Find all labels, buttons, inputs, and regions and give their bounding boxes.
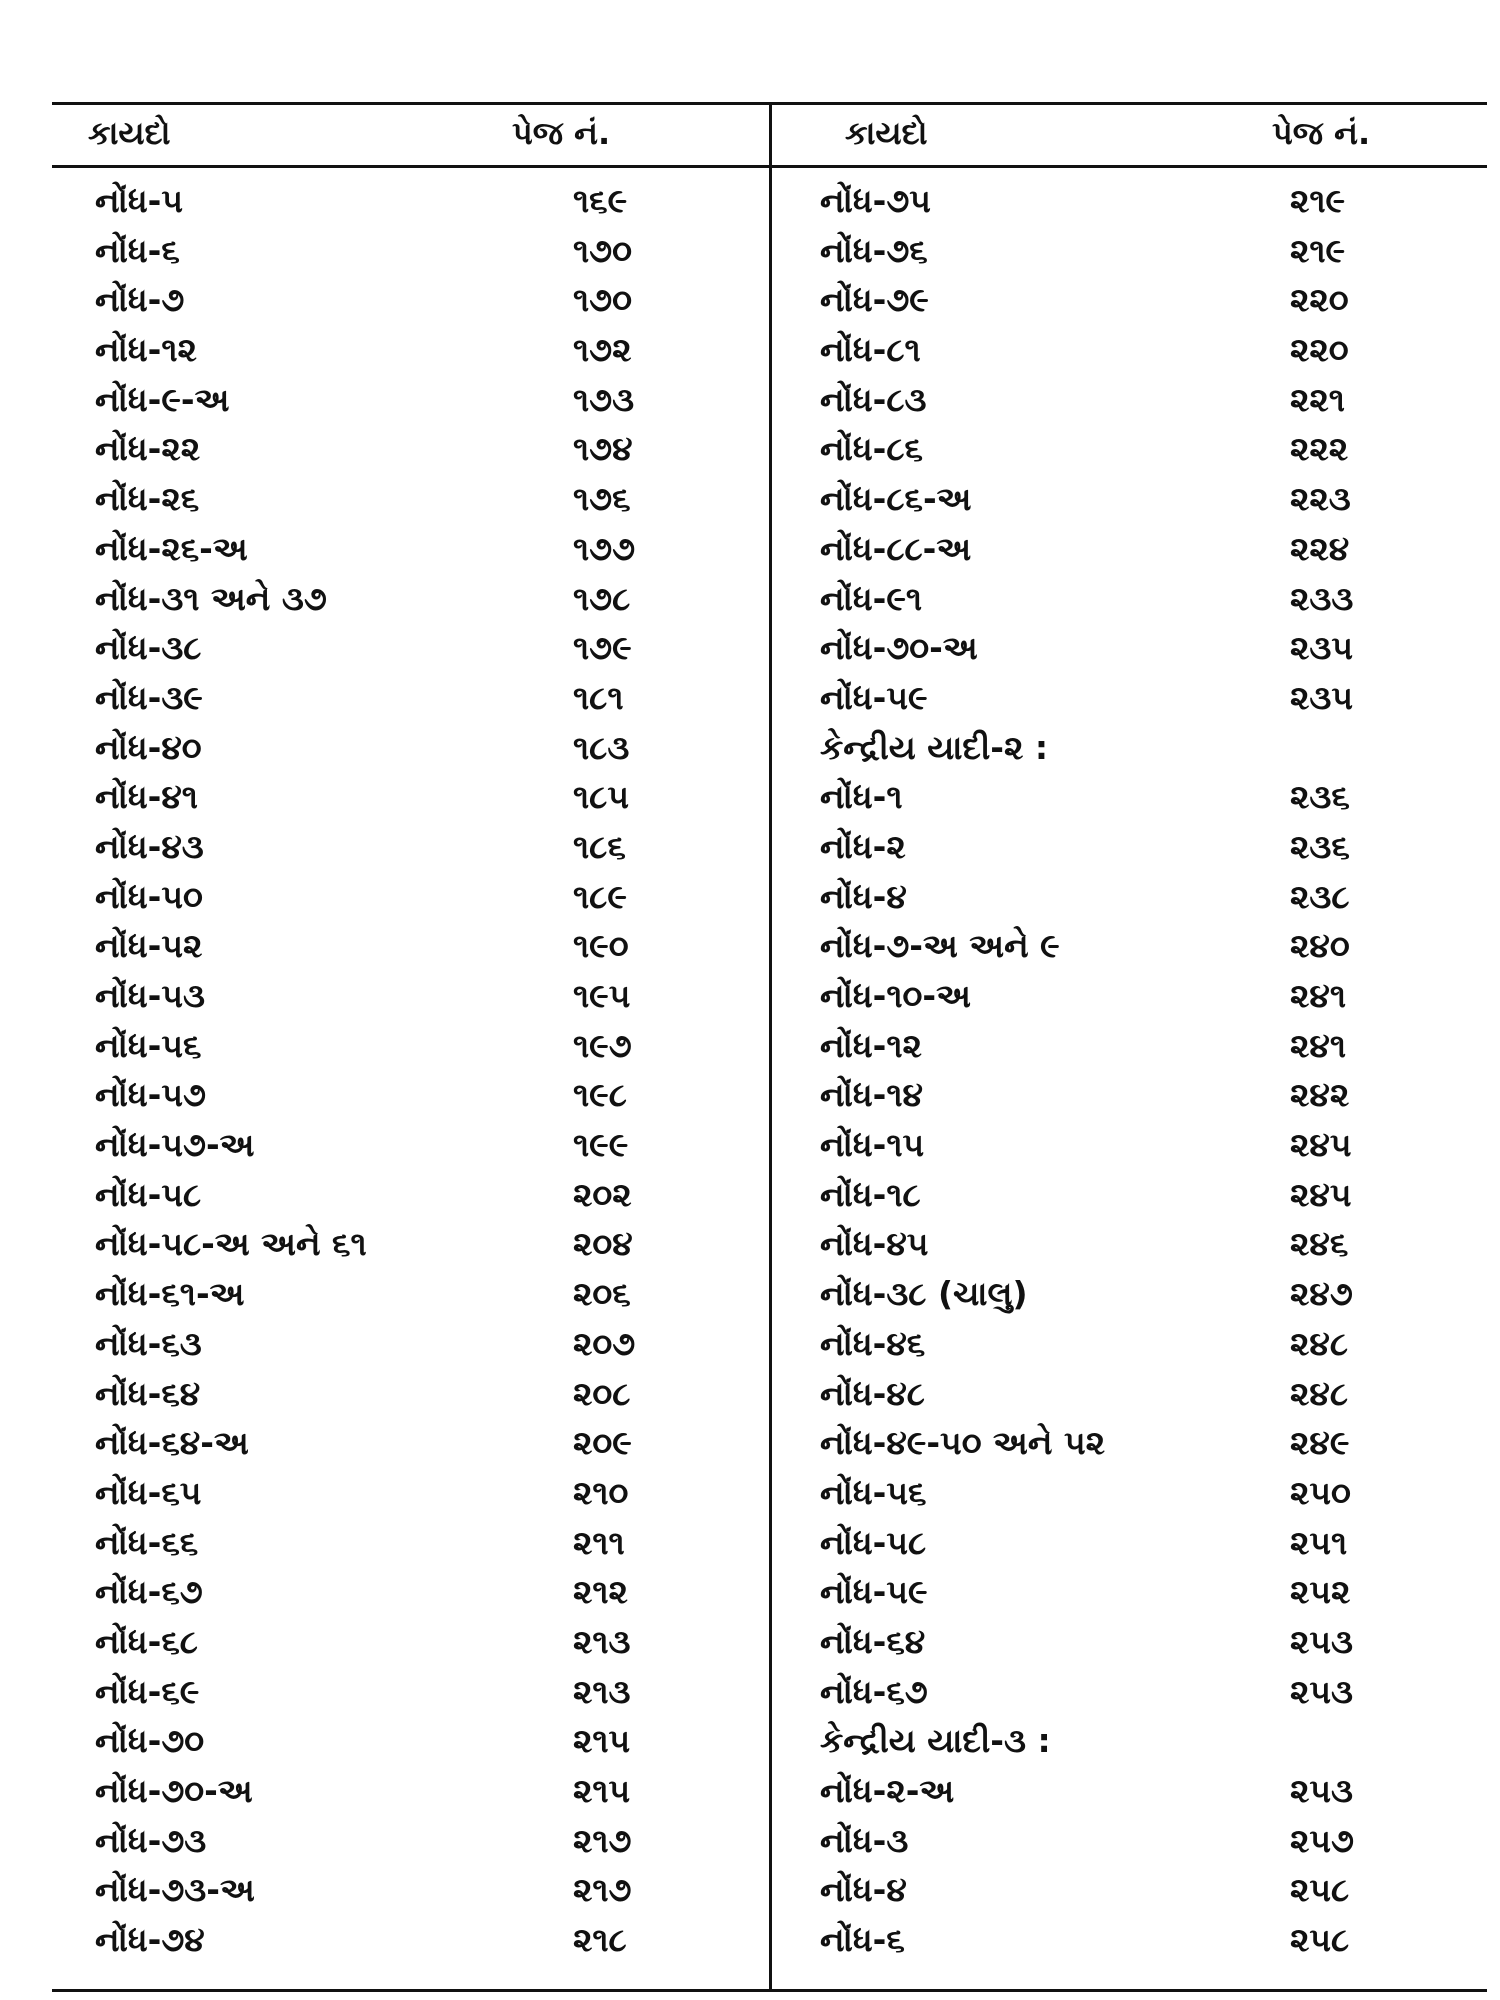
index-entry xyxy=(95,623,695,673)
entry-name: નોંધ-૫૬ xyxy=(95,1025,202,1065)
entry-page-number: ૨૫૩ xyxy=(1290,1671,1354,1711)
index-entry xyxy=(95,1269,695,1319)
entry-page-number: ૨૦૬ xyxy=(573,1274,631,1314)
index-entry xyxy=(820,275,1460,325)
entry-name: નોંધ-૮૧ xyxy=(820,330,921,370)
entry-page-number: ૧૯૫ xyxy=(573,976,631,1015)
entry-name: નોંધ-૬ xyxy=(95,230,180,270)
entry-page-number: ૧૮૩ xyxy=(573,727,630,767)
entry-page-number: ૧૯૦ xyxy=(573,926,629,966)
column-divider xyxy=(769,102,772,1992)
entry-name: નોંધ-૫૩ xyxy=(95,976,205,1015)
index-entry xyxy=(820,176,1460,226)
entry-page-number: ૨૨૩ xyxy=(1290,479,1351,519)
entry-page-number: ૨૪૮ xyxy=(1290,1323,1348,1363)
entry-name: નોંધ-૫૮ xyxy=(95,1174,202,1214)
entry-page-number: ૨૧૦ xyxy=(573,1472,629,1512)
entry-name: નોંધ-૧ xyxy=(820,777,903,817)
entry-page-number: ૨૦૭ xyxy=(573,1323,636,1363)
right-page-header: પેજ નં. xyxy=(1272,114,1371,152)
left-name-header: કાયદો xyxy=(88,114,171,152)
entry-name: નોંધ-૬૪ xyxy=(820,1621,926,1661)
index-entry xyxy=(820,474,1460,524)
entry-name: નોંધ-૬૭ xyxy=(820,1671,928,1711)
index-entry xyxy=(95,872,695,922)
entry-page-number: ૧૭૦ xyxy=(573,280,632,320)
index-entry xyxy=(95,921,695,971)
left-page-header: પેજ નં. xyxy=(512,114,611,152)
entry-page-number: ૨૪૬ xyxy=(1290,1224,1349,1264)
entry-name: નોંધ-૬૩ xyxy=(95,1323,202,1363)
index-entry xyxy=(820,872,1460,922)
index-entry xyxy=(95,673,695,723)
entry-page-number: ૨૧૩ xyxy=(573,1621,631,1661)
entry-name: નોંધ-૨૨ xyxy=(95,429,201,469)
entry-name: નોંધ-૪૩ xyxy=(95,826,204,866)
entry-page-number: ૨૪૮ xyxy=(1290,1373,1348,1413)
entry-name: નોંધ-૪૦ xyxy=(95,727,202,767)
entry-name: નોંધ-૭૦-અ xyxy=(820,628,978,668)
entry-name: નોંધ-૧૫ xyxy=(820,1125,925,1165)
index-entry xyxy=(95,1021,695,1071)
entry-name: નોંધ-૬૪ xyxy=(95,1373,201,1413)
index-entry xyxy=(820,1567,1460,1617)
entry-name: નોંધ-૯૧ xyxy=(820,578,923,618)
entry-name: નોંધ-૨૬ xyxy=(95,479,200,519)
section-heading xyxy=(820,1716,1460,1766)
index-entry xyxy=(95,1816,695,1866)
entry-page-number: ૨૨૪ xyxy=(1290,528,1350,568)
entry-name: નોંધ-૮૩ xyxy=(820,379,927,419)
entry-page-number: ૨૧૭ xyxy=(573,1820,632,1860)
entry-page-number: ૧૬૯ xyxy=(573,181,628,220)
entry-page-number: ૨૧૫ xyxy=(573,1721,631,1761)
index-entry xyxy=(95,275,695,325)
entry-name: નોંધ-૧૮ xyxy=(820,1174,921,1214)
entry-name: નોંધ-૩ xyxy=(820,1820,909,1860)
entry-name: નોંધ-૪ xyxy=(820,1870,907,1910)
entry-page-number: ૨૪૨ xyxy=(1290,1075,1350,1115)
index-entry xyxy=(820,1915,1460,1965)
entry-page-number: ૧૭૭ xyxy=(573,528,636,568)
entry-page-number: ૧૮૫ xyxy=(573,777,630,817)
entry-name: નોંધ-૫૬ xyxy=(820,1472,927,1512)
entry-name: નોંધ-૩૮ xyxy=(95,628,202,668)
index-entry xyxy=(95,524,695,574)
entry-page-number: ૨૦૯ xyxy=(573,1423,632,1463)
index-entry xyxy=(95,1567,695,1617)
entry-name: નોંધ-૭૯ xyxy=(820,280,929,320)
index-entry xyxy=(820,673,1460,723)
index-entry xyxy=(820,1170,1460,1220)
entry-name: નોંધ-૬૮ xyxy=(95,1621,198,1661)
index-entry xyxy=(820,772,1460,822)
index-entry xyxy=(95,226,695,276)
entry-page-number: ૨૪૧ xyxy=(1290,1025,1347,1065)
entry-page-number: ૧૯૭ xyxy=(573,1025,632,1065)
index-entry xyxy=(820,822,1460,872)
entry-name: નોંધ-૫૯ xyxy=(820,677,928,717)
entry-name: નોંધ-૪૫ xyxy=(820,1224,929,1264)
index-entry xyxy=(95,325,695,375)
entry-page-number: ૨૨૦ xyxy=(1290,330,1349,370)
entry-page-number: ૨૪૭ xyxy=(1290,1274,1353,1314)
index-entry xyxy=(95,1170,695,1220)
entry-page-number: ૨૫૧ xyxy=(1290,1522,1348,1562)
index-entry xyxy=(95,176,695,226)
index-entry xyxy=(95,1865,695,1915)
entry-name: નોંધ-૧૦-અ xyxy=(820,976,971,1015)
index-entry xyxy=(820,1269,1460,1319)
index-entry xyxy=(820,1865,1460,1915)
index-entry xyxy=(820,1021,1460,1071)
entry-name: નોંધ-૩૧ અને ૩૭ xyxy=(95,578,327,618)
entry-name: નોંધ-૭૬ xyxy=(820,230,928,270)
entry-name: નોંધ-૬૪-અ xyxy=(95,1423,249,1463)
entry-name: નોંધ-૨-અ xyxy=(820,1771,955,1810)
entry-name: નોંધ-૧૨ xyxy=(820,1025,922,1065)
index-entry xyxy=(820,1468,1460,1518)
left-index-column xyxy=(95,176,695,1965)
entry-name: નોંધ-૫૭ xyxy=(95,1075,206,1115)
entry-name: નોંધ-૭ xyxy=(95,280,185,320)
index-entry xyxy=(95,474,695,524)
index-entry xyxy=(820,1219,1460,1269)
index-entry xyxy=(820,1418,1460,1468)
entry-page-number: ૨૩૫ xyxy=(1290,628,1354,668)
entry-name: નોંધ-૪૯-૫૦ અને ૫૨ xyxy=(820,1423,1106,1463)
entry-page-number: ૨૫૮ xyxy=(1290,1920,1350,1960)
section-heading xyxy=(820,723,1460,773)
entry-page-number: ૨૦૮ xyxy=(573,1373,631,1413)
entry-name: નોંધ-૫૨ xyxy=(95,926,203,966)
entry-page-number: ૨૫૮ xyxy=(1290,1870,1350,1910)
entry-page-number: ૨૧૯ xyxy=(1290,181,1346,220)
index-entry xyxy=(95,1070,695,1120)
entry-name: નોંધ-૬૧-અ xyxy=(95,1274,245,1314)
index-entry xyxy=(820,1070,1460,1120)
entry-name: નોંધ-૪૬ xyxy=(820,1323,926,1363)
entry-page-number: ૨૨૨ xyxy=(1290,429,1349,469)
entry-page-number: ૨૫૩ xyxy=(1290,1771,1354,1810)
entry-page-number: ૨૫૩ xyxy=(1290,1621,1354,1661)
entry-name: નોંધ-૬૫ xyxy=(95,1472,202,1512)
index-entry xyxy=(95,1915,695,1965)
index-entry xyxy=(95,1518,695,1568)
entry-name: નોંધ-૬૯ xyxy=(95,1671,200,1711)
entry-page-number: ૧૮૧ xyxy=(573,677,624,717)
entry-page-number: ૧૮૯ xyxy=(573,876,627,916)
entry-name: નોંધ-૭૩ xyxy=(95,1820,207,1860)
index-entry xyxy=(820,971,1460,1021)
index-entry xyxy=(95,1319,695,1369)
index-entry xyxy=(820,1120,1460,1170)
entry-name: નોંધ-૬૭ xyxy=(95,1572,203,1612)
index-entry xyxy=(820,1319,1460,1369)
entry-name: નોંધ-૫ xyxy=(95,181,184,220)
entry-name: નોંધ-૨ xyxy=(820,826,906,866)
bottom-rule xyxy=(52,1989,1487,1992)
entry-name: નોંધ-૫૭-અ xyxy=(95,1125,255,1165)
entry-name: નોંધ-૭૫ xyxy=(820,181,931,220)
entry-name: નોંધ-૬૬ xyxy=(95,1522,199,1562)
entry-page-number: ૨૩૬ xyxy=(1290,826,1350,866)
entry-page-number: ૨૧૮ xyxy=(573,1920,627,1960)
entry-name: નોંધ-૯-અ xyxy=(95,379,230,419)
index-entry xyxy=(95,723,695,773)
entry-name: નોંધ-૧૨ xyxy=(95,330,197,370)
entry-page-number: ૨૦૨ xyxy=(573,1174,632,1214)
entry-page-number: ૧૯૯ xyxy=(573,1125,629,1165)
index-entry xyxy=(820,524,1460,574)
index-entry xyxy=(95,1418,695,1468)
index-entry xyxy=(95,1766,695,1816)
entry-name: નોંધ-૭૪ xyxy=(95,1920,205,1960)
entry-page-number: ૨૩૬ xyxy=(1290,777,1350,817)
entry-page-number: ૨૩૮ xyxy=(1290,876,1350,916)
entry-name: નોંધ-૭૦ xyxy=(95,1721,205,1761)
entry-page-number: ૨૫૦ xyxy=(1290,1472,1351,1512)
index-entry xyxy=(820,325,1460,375)
entry-page-number: ૨૧૫ xyxy=(573,1771,631,1810)
index-entry xyxy=(95,1120,695,1170)
entry-name: નોંધ-૭૦-અ xyxy=(95,1771,253,1810)
entry-page-number: ૨૧૩ xyxy=(573,1671,631,1711)
entry-page-number: ૧૭૨ xyxy=(573,330,632,370)
entry-name: નોંધ-૫૦ xyxy=(95,876,203,916)
entry-name: નોંધ-૪ xyxy=(820,876,907,916)
entry-page-number: ૧૭૩ xyxy=(573,379,635,419)
index-entry xyxy=(95,1369,695,1419)
entry-name: નોંધ-૭-અ અને ૯ xyxy=(820,926,1060,966)
entry-name: નોંધ-૮૬-અ xyxy=(820,479,972,519)
index-entry xyxy=(820,1518,1460,1568)
entry-page-number: ૨૩૫ xyxy=(1290,677,1354,717)
entry-page-number: ૨૪૧ xyxy=(1290,976,1347,1015)
entry-page-number: ૨૪૦ xyxy=(1290,926,1350,966)
entry-name: નોંધ-૭૩-અ xyxy=(95,1870,255,1910)
index-entry xyxy=(820,1667,1460,1717)
index-entry xyxy=(95,971,695,1021)
entry-name: કેન્દ્રીય યાદી-૩ : xyxy=(820,1721,1051,1761)
right-name-header: કાયદો xyxy=(845,114,928,152)
index-entry xyxy=(95,375,695,425)
entry-page-number: ૨૪૫ xyxy=(1290,1174,1352,1214)
index-entry xyxy=(95,1716,695,1766)
entry-page-number: ૨૧૭ xyxy=(573,1870,632,1910)
entry-page-number: ૧૭૬ xyxy=(573,479,631,519)
index-entry xyxy=(820,1617,1460,1667)
entry-name: નોંધ-૧૪ xyxy=(820,1075,923,1115)
entry-page-number: ૧૭૮ xyxy=(573,578,631,618)
entry-name: નોંધ-૩૯ xyxy=(95,677,203,717)
entry-page-number: ૨૨૦ xyxy=(1290,280,1349,320)
entry-page-number: ૨૪૫ xyxy=(1290,1125,1352,1165)
entry-page-number: ૨૫૨ xyxy=(1290,1572,1351,1612)
entry-name: નોંધ-૮૬ xyxy=(820,429,923,469)
entry-name: નોંધ-૨૬-અ xyxy=(95,528,248,568)
index-entry xyxy=(95,1219,695,1269)
index-entry xyxy=(820,1816,1460,1866)
index-entry xyxy=(820,574,1460,624)
index-entry xyxy=(820,1369,1460,1419)
entry-name: નોંધ-૫૮-અ અને ૬૧ xyxy=(95,1224,367,1264)
index-entry xyxy=(95,1468,695,1518)
entry-name: નોંધ-૮૮-અ xyxy=(820,528,972,568)
right-index-column xyxy=(820,176,1460,1965)
index-entry xyxy=(820,623,1460,673)
entry-page-number: ૨૨૧ xyxy=(1290,379,1345,419)
entry-name: નોંધ-૪૧ xyxy=(95,777,198,817)
entry-name: નોંધ-૫૮ xyxy=(820,1522,927,1562)
index-entry xyxy=(820,226,1460,276)
index-entry xyxy=(820,375,1460,425)
entry-page-number: ૧૭૦ xyxy=(573,230,632,270)
entry-page-number: ૧૭૪ xyxy=(573,429,633,469)
index-entry xyxy=(95,1617,695,1667)
index-entry xyxy=(95,424,695,474)
index-entry xyxy=(820,1766,1460,1816)
entry-name: કેન્દ્રીય યાદી-૨ : xyxy=(820,727,1049,767)
entry-name: નોંધ-૫૯ xyxy=(820,1572,928,1612)
index-entry xyxy=(95,822,695,872)
entry-page-number: ૨૧૨ xyxy=(573,1572,628,1612)
index-entry xyxy=(95,772,695,822)
entry-page-number: ૨૪૯ xyxy=(1290,1423,1350,1463)
entry-page-number: ૨૫૭ xyxy=(1290,1820,1354,1860)
index-entry xyxy=(820,424,1460,474)
entry-name: નોંધ-૩૮ (ચાલુ) xyxy=(820,1274,1028,1314)
entry-page-number: ૨૧૧ xyxy=(573,1522,625,1562)
entry-page-number: ૧૮૬ xyxy=(573,826,626,866)
index-entry xyxy=(820,921,1460,971)
entry-name: નોંધ-૬ xyxy=(820,1920,905,1960)
entry-page-number: ૧૭૯ xyxy=(573,628,632,668)
entry-page-number: ૨૧૯ xyxy=(1290,230,1346,270)
entry-page-number: ૨૦૪ xyxy=(573,1224,633,1264)
entry-name: નોંધ-૪૮ xyxy=(820,1373,925,1413)
index-entry xyxy=(95,574,695,624)
entry-page-number: ૨૩૩ xyxy=(1290,578,1354,618)
entry-page-number: ૧૯૮ xyxy=(573,1075,627,1115)
index-entry xyxy=(95,1667,695,1717)
